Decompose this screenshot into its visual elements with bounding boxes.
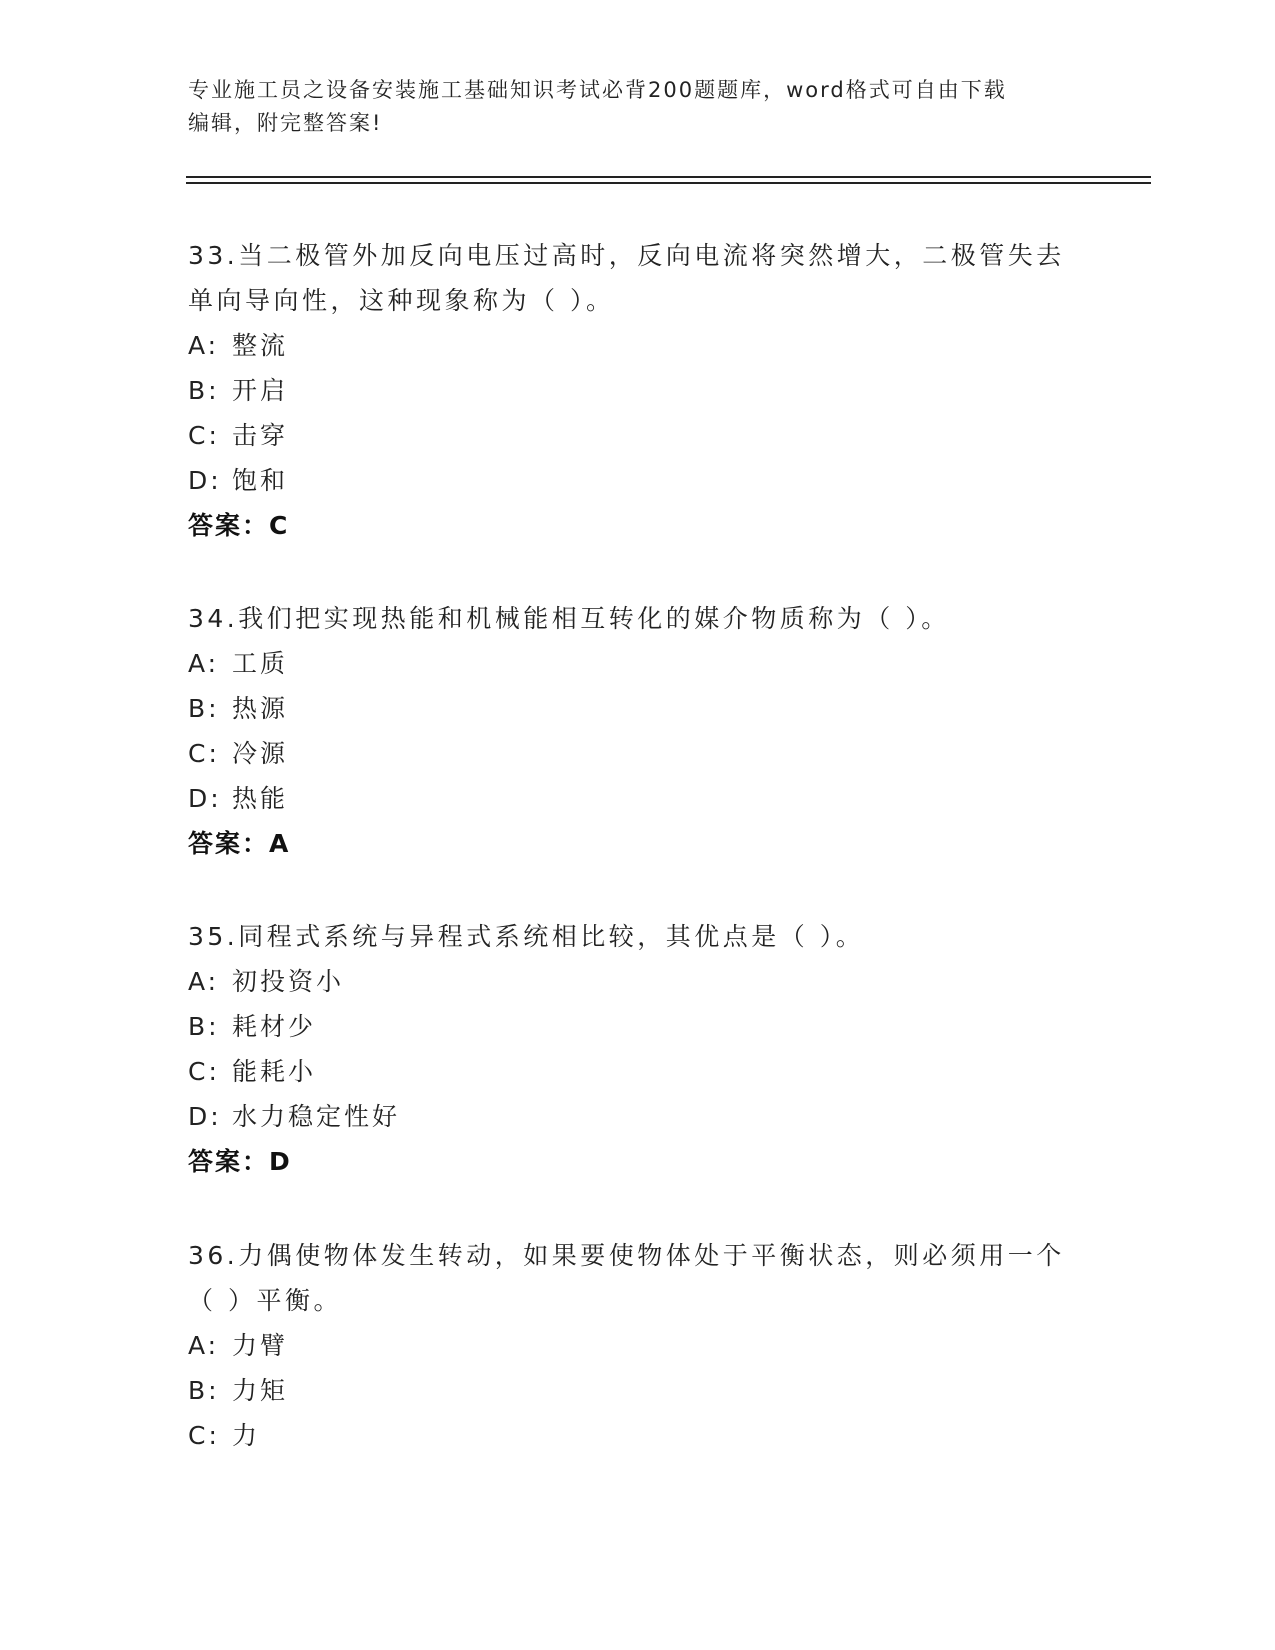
option-key: C:	[188, 421, 220, 450]
option-c	[188, 1413, 1088, 1458]
option-text: 初投资小	[232, 967, 345, 996]
option-d	[188, 776, 1088, 821]
option-key: B:	[188, 694, 220, 723]
question-34	[188, 596, 1088, 866]
question-33	[188, 233, 1088, 548]
option-a	[188, 1323, 1088, 1368]
header-divider-top	[186, 176, 1151, 178]
option-key: C:	[188, 739, 220, 768]
document-header	[188, 74, 1068, 140]
option-d	[188, 1094, 1088, 1139]
option-text: 力矩	[232, 1376, 289, 1405]
option-text: 能耗小	[232, 1057, 317, 1086]
option-a	[188, 323, 1088, 368]
answer-text: 答案：A	[188, 829, 291, 858]
option-text: 击穿	[232, 421, 289, 450]
option-text: 整流	[232, 331, 289, 360]
option-text: 热源	[232, 694, 289, 723]
option-key: D:	[188, 784, 222, 813]
option-c	[188, 731, 1088, 776]
option-key: D:	[188, 1102, 222, 1131]
question-stem: 34.我们把实现热能和机械能相互转化的媒介物质称为（ ）。	[188, 604, 950, 633]
question-36	[188, 1233, 1088, 1458]
option-key: B:	[188, 1376, 220, 1405]
option-key: B:	[188, 376, 220, 405]
option-key: C:	[188, 1421, 220, 1450]
option-text: 水力稳定性好	[232, 1102, 401, 1131]
option-text: 耗材少	[232, 1012, 317, 1041]
question-stem: 33.当二极管外加反向电压过高时，反向电流将突然增大，二极管失去单向导向性，这种现象称为（ ）。	[188, 241, 1065, 315]
option-a	[188, 959, 1088, 1004]
option-c	[188, 1049, 1088, 1094]
option-text: 热能	[232, 784, 289, 813]
answer-text: 答案：D	[188, 1147, 292, 1176]
question-35	[188, 914, 1088, 1184]
question-stem: 35.同程式系统与异程式系统相比较，其优点是（ ）。	[188, 922, 865, 951]
option-b	[188, 368, 1088, 413]
option-key: A:	[188, 649, 220, 678]
option-d	[188, 458, 1088, 503]
header-line-2: 编辑，附完整答案!	[188, 111, 383, 135]
option-key: D:	[188, 466, 222, 495]
option-key: A:	[188, 331, 220, 360]
option-b	[188, 1368, 1088, 1413]
question-stem: 36.力偶使物体发生转动，如果要使物体处于平衡状态，则必须用一个（ ）平衡。	[188, 1241, 1065, 1315]
option-b	[188, 1004, 1088, 1049]
option-text: 力臂	[232, 1331, 289, 1360]
option-b	[188, 686, 1088, 731]
option-key: A:	[188, 1331, 220, 1360]
header-line-1: 专业施工员之设备安装施工基础知识考试必背200题题库，word格式可自由下载	[188, 78, 1007, 102]
header-divider-bottom	[186, 182, 1151, 184]
answer-text: 答案：C	[188, 511, 290, 540]
option-text: 力	[232, 1421, 261, 1450]
option-a	[188, 641, 1088, 686]
option-text: 饱和	[232, 466, 289, 495]
option-key: A:	[188, 967, 220, 996]
option-key: B:	[188, 1012, 220, 1041]
option-c	[188, 413, 1088, 458]
option-text: 开启	[232, 376, 289, 405]
option-key: C:	[188, 1057, 220, 1086]
option-text: 工质	[232, 649, 289, 678]
option-text: 冷源	[232, 739, 289, 768]
